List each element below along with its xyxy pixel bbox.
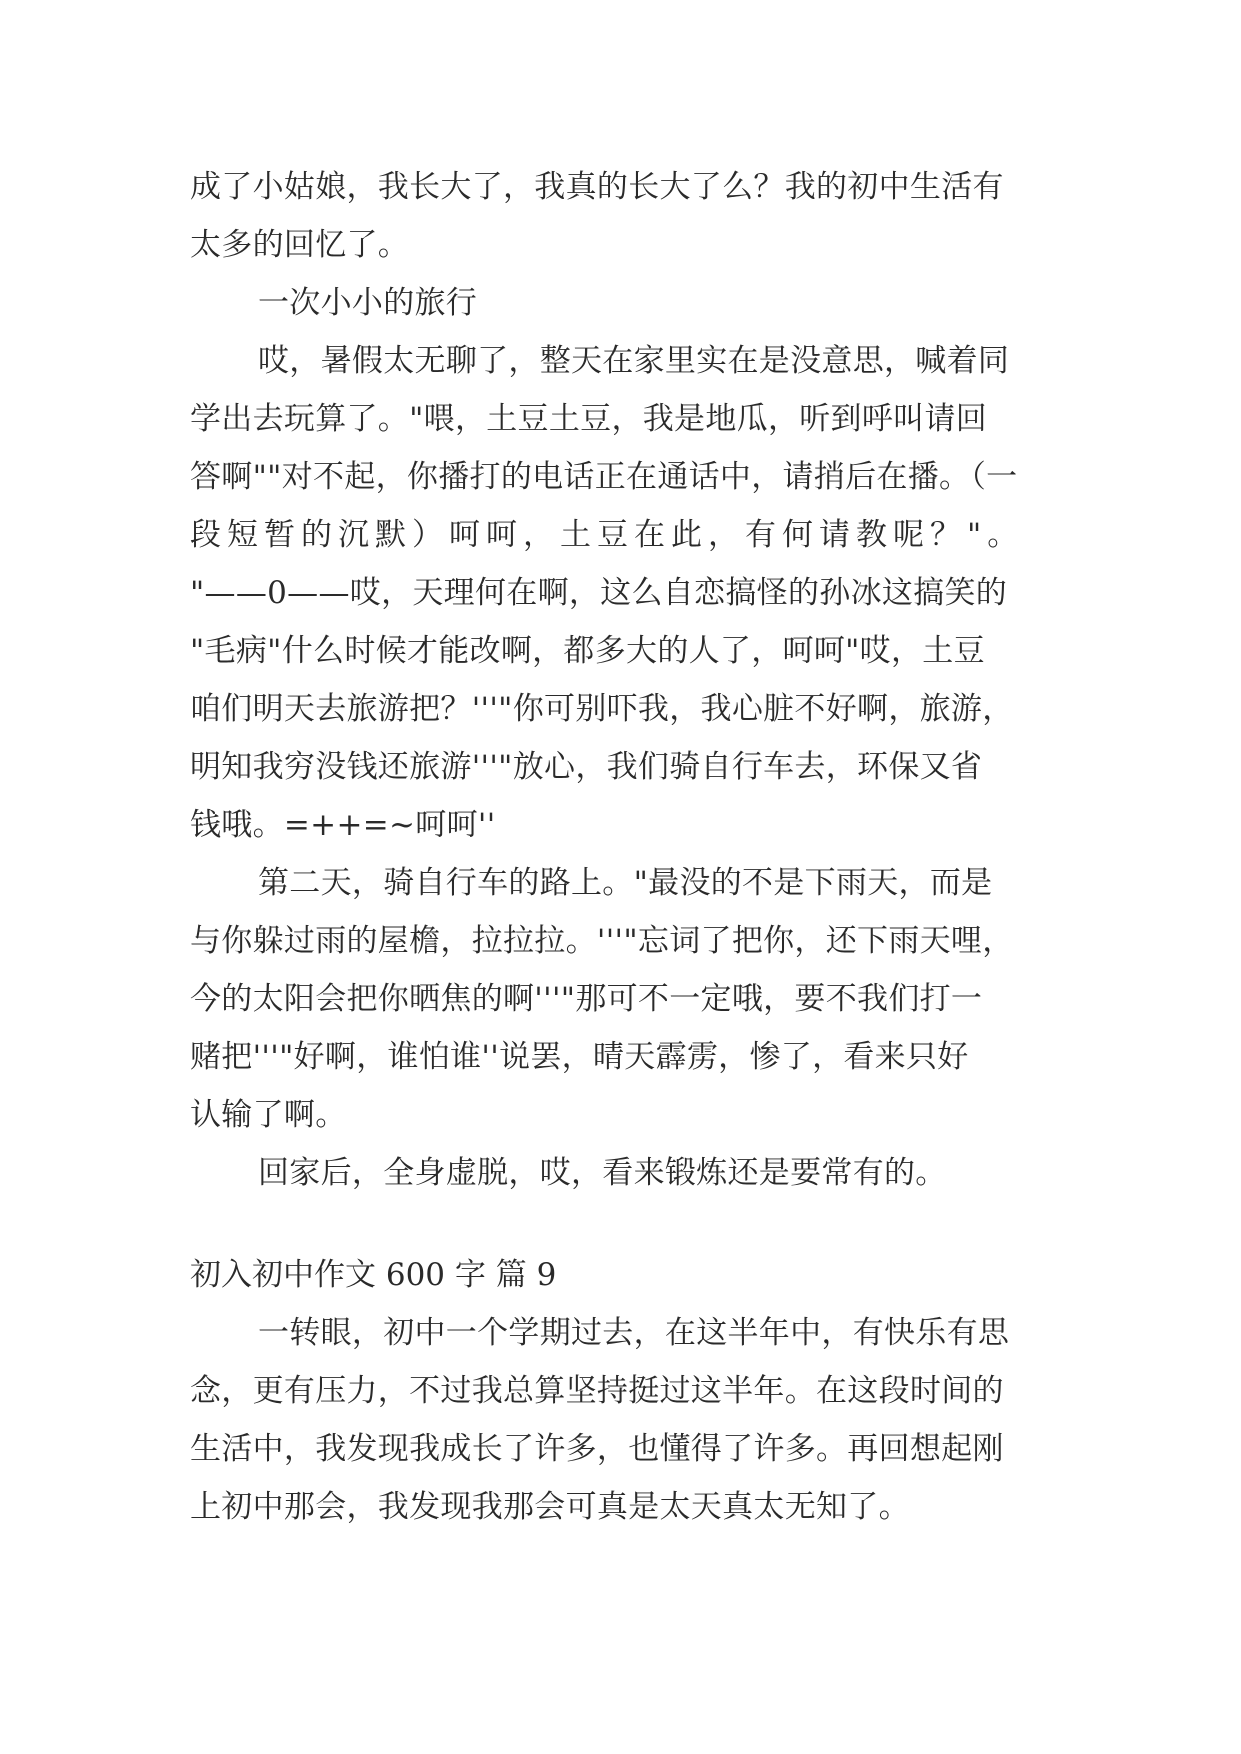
paragraph-line: 咱们明天去旅游把？'''"你可别吓我，我心脏不好啊，旅游， — [190, 691, 1014, 727]
paragraph-line: "毛病"什么时候才能改啊，都多大的人了，呵呵"哎，土豆 — [190, 633, 985, 669]
document-page — [190, 158, 1052, 1536]
paragraph-line: 段短暂的沉默）呵呵，土豆在此，有何请教呢？"。 — [190, 517, 1025, 553]
paragraph-line: 回家后，全身虚脱，哎，看来锻炼还是要常有的。 — [258, 1155, 947, 1191]
paragraph-line: 第二天，骑自行车的路上。"最没的不是下雨天，而是 — [258, 865, 993, 901]
paragraph-line: 钱哦。=++=~呵呵'' — [190, 807, 496, 843]
paragraph-line: 成了小姑娘，我长大了，我真的长大了么？我的初中生活有 — [190, 169, 1004, 205]
paragraph-line: 哎，暑假太无聊了，整天在家里实在是没意思，喊着同 — [258, 343, 1010, 379]
paragraph-line: 太多的回忆了。 — [190, 227, 410, 263]
paragraph-line: 赌把'''"好啊，谁怕谁''说罢，晴天霹雳，惨了，看来只好 — [190, 1039, 969, 1075]
paragraph-line: 念，更有压力，不过我总算坚持挺过这半年。在这段时间的 — [190, 1373, 1004, 1409]
paragraph-line: 答啊""对不起，你播打的电话正在通话中，请捎后在播。（一 — [190, 459, 1018, 495]
paragraph-line: 今的太阳会把你晒焦的啊'''"那可不一定哦，要不我们打一 — [190, 981, 983, 1017]
paragraph-line: 认输了啊。 — [190, 1097, 347, 1133]
paragraph-line: 一转眼，初中一个学期过去，在这半年中，有快乐有思 — [258, 1315, 1010, 1351]
paragraph-line: 学出去玩算了。"喂，土豆土豆，我是地瓜，听到呼叫请回 — [190, 401, 988, 437]
paragraph-line: 明知我穷没钱还旅游'''"放心，我们骑自行车去，环保又省 — [190, 749, 983, 785]
paragraph-line: "——0——哎，天理何在啊，这么自恋搞怪的孙冰这搞笑的 — [190, 575, 1008, 611]
paragraph-line: 与你躲过雨的屋檐，拉拉拉。'''"忘词了把你，还下雨天哩， — [190, 923, 1014, 959]
paragraph-line: 生活中，我发现我成长了许多，也懂得了许多。再回想起刚 — [190, 1431, 1004, 1467]
section-heading: 初入初中作文 600 字 篇 9 — [190, 1257, 557, 1293]
paragraph-line: 上初中那会，我发现我那会可真是太天真太无知了。 — [190, 1489, 910, 1525]
section-subtitle: 一次小小的旅行 — [258, 285, 478, 321]
